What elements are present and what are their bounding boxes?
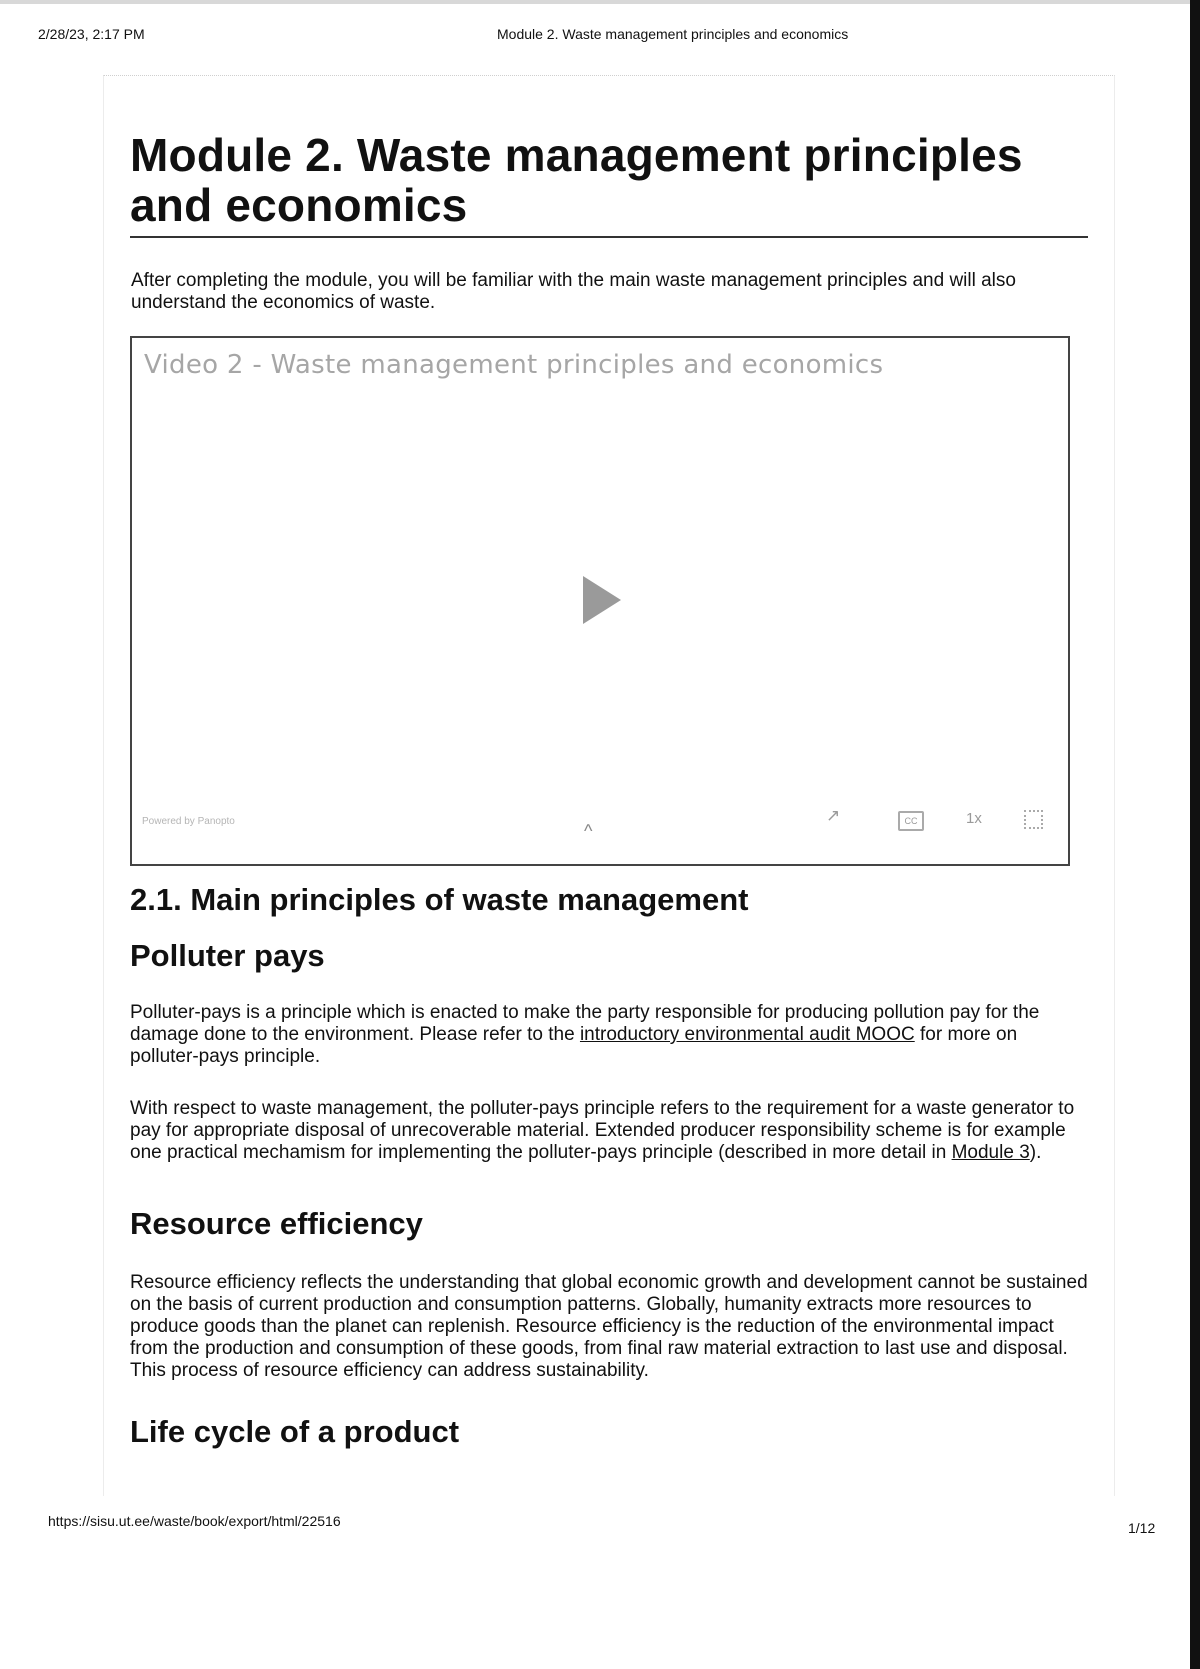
paragraph-text: ). [1029, 1142, 1042, 1163]
play-icon[interactable] [583, 576, 621, 624]
section-heading: 2.1. Main principles of waste management [130, 882, 749, 917]
scan-top-edge [0, 0, 1200, 4]
section-main-principles [130, 882, 1090, 918]
video-player[interactable] [130, 336, 1070, 866]
paragraph-text: for more on polluter-pays principle. [130, 1024, 1018, 1067]
subsection-heading-polluter-pays: Polluter pays [130, 938, 325, 973]
playback-speed-button[interactable]: 1x [966, 810, 982, 827]
link-module-3[interactable]: Module 3 [951, 1142, 1030, 1163]
polluter-pays-paragraph-2 [130, 1098, 1090, 1164]
video-title: Video 2 - Waste management principles and economics [144, 350, 884, 380]
resource-efficiency-paragraph [130, 1272, 1090, 1382]
subsection-heading-life-cycle: Life cycle of a product [130, 1414, 460, 1449]
paragraph-text: Resource efficiency reflects the understanding that global economic growth and development cannot be sustained on the basis of current production and consumption patterns. Globally, humanity extracts more resources to produce goods than the planet can replenish. Resource efficiency is the reduction of the environmental impact from the production and consumption of these goods, from final raw material extraction to last use and disposal. This process of resource efficiency can address sustainability. [130, 1272, 1088, 1381]
paragraph-text: With respect to waste management, the polluter-pays principle refers to the requirement for a waste generator to pay for appropriate disposal of unrecoverable material. Extended producer responsibility scheme is for example one practical mechamism for implementing the polluter-pays principle (described in more detail in [130, 1098, 1075, 1163]
module-intro: After completing the module, you will be familiar with the main waste management principles and will also understand the economics of waste. [131, 270, 1016, 313]
print-page-title: Module 2. Waste management principles and economics [497, 26, 849, 42]
print-date: 2/28/23, 2:17 PM [38, 26, 145, 42]
paragraph-text: Polluter-pays is a principle which is enacted to make the party responsible for producing pollution pay for the damage done to the environment. Please refer to the [130, 1002, 1040, 1045]
section-resource-efficiency [130, 1206, 1090, 1242]
page-title: Module 2. Waste management principles and economics [130, 130, 1088, 238]
polluter-pays-paragraph-1 [130, 1002, 1090, 1068]
print-header [0, 26, 1190, 46]
captions-icon[interactable]: CC [898, 811, 924, 831]
print-footer-url: https://sisu.ut.ee/waste/book/export/html/22516 [48, 1513, 341, 1529]
section-life-cycle [130, 1414, 1090, 1450]
link-environmental-audit-mooc[interactable]: introductory environmental audit MOOC [579, 1024, 915, 1045]
main-content [130, 129, 1090, 1449]
fullscreen-icon[interactable] [1024, 810, 1043, 829]
section-polluter-pays [130, 938, 1090, 974]
print-page-number: 1/12 [1128, 1520, 1156, 1536]
scan-right-edge [1190, 0, 1200, 1669]
share-icon[interactable]: ↗ [826, 806, 841, 825]
expand-controls-icon[interactable]: ^ [584, 821, 593, 841]
subsection-heading-resource-efficiency: Resource efficiency [130, 1206, 423, 1241]
powered-by-label: Powered by Panopto [142, 816, 235, 827]
